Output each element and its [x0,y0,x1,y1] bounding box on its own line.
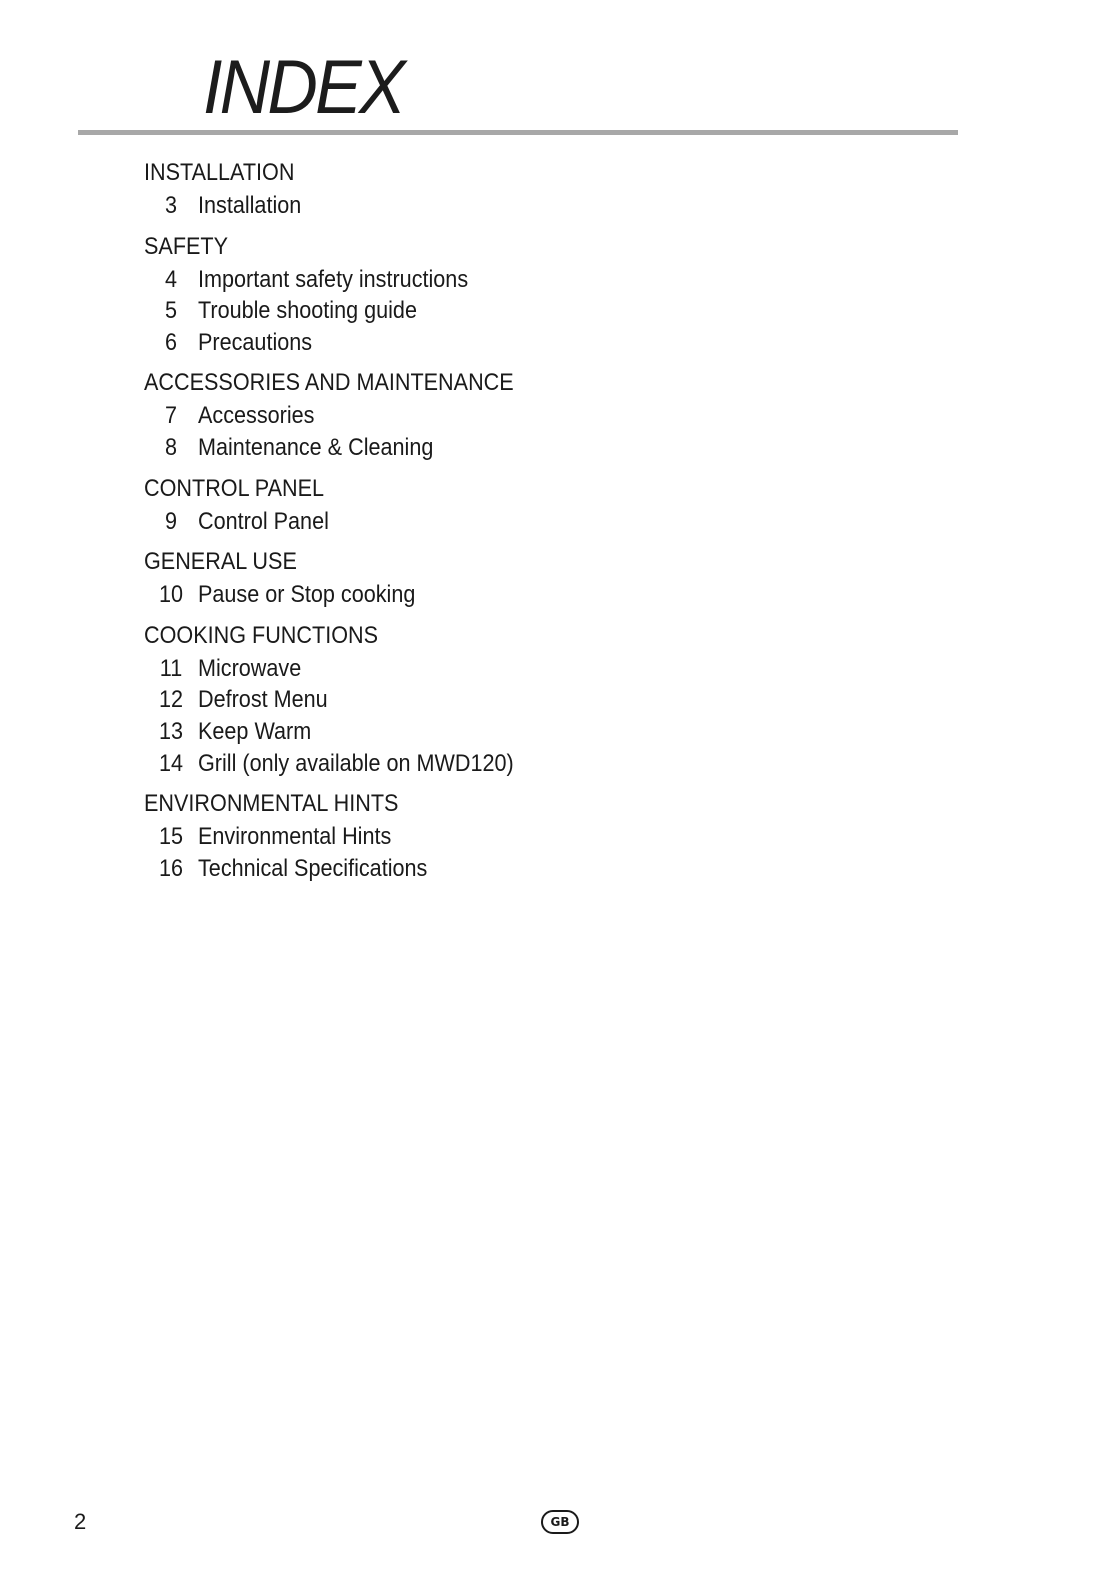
toc-page-number: 4 [164,265,178,293]
toc-page-number: 13 [158,717,184,745]
toc-entry-label: Grill (only available on MWD120) [198,749,514,777]
section-heading: SAFETY [144,232,229,260]
page-number: 2 [74,1509,87,1534]
toc-entry-label: Important safety instructions [198,265,469,293]
toc-entry-label: Trouble shooting guide [198,297,417,325]
toc-section [144,547,844,611]
toc-section [144,789,844,884]
toc-page-number: 16 [158,854,184,882]
language-badge-icon: GB [541,1510,579,1534]
toc-page-number: 12 [158,686,184,714]
toc-entry-label: Maintenance & Cleaning [198,433,434,461]
toc-entry [144,400,774,432]
toc-entry-label: Keep Warm [198,717,312,745]
toc-entry [144,653,774,685]
toc-entry [144,432,774,464]
section-heading: GENERAL USE [144,548,297,576]
toc-entry [144,506,774,538]
toc-entry-label: Accessories [198,402,315,430]
section-heading: ACCESSORIES AND MAINTENANCE [144,369,514,397]
toc-entry-label: Environmental Hints [198,823,392,851]
toc-entry-label: Control Panel [198,507,329,535]
toc-entry [144,190,774,222]
toc-page-number: 7 [164,402,178,430]
toc-page-number: 5 [164,297,178,325]
toc-entry-label: Pause or Stop cooking [198,581,416,609]
toc-entry [144,684,774,716]
section-heading: CONTROL PANEL [144,474,325,502]
section-heading: COOKING FUNCTIONS [144,621,379,649]
toc-page-number: 10 [158,581,184,609]
toc-section [144,621,844,779]
toc-entry-label: Precautions [198,328,313,356]
toc-entry [144,327,774,359]
toc-page-number: 6 [164,328,178,356]
toc-page-number: 11 [159,654,183,682]
toc-entry [144,748,774,780]
toc-entry [144,579,774,611]
toc-section [144,158,844,222]
toc-section [144,474,844,538]
toc-entry [144,853,774,885]
toc-entry [144,264,774,296]
toc-section [144,368,844,463]
section-heading: ENVIRONMENTAL HINTS [144,790,399,818]
toc-entry-label: Microwave [198,654,302,682]
section-heading: INSTALLATION [144,159,295,186]
page-title: INDEX [203,45,403,130]
table-of-contents [144,158,844,894]
toc-page-number: 8 [164,433,178,461]
title-divider [78,130,958,135]
toc-page-number: 9 [164,507,178,535]
toc-section [144,232,844,359]
toc-entry [144,295,774,327]
toc-entry [144,716,774,748]
toc-page-number: 14 [158,749,184,777]
toc-page-number: 3 [164,192,178,219]
toc-entry-label: Technical Specifications [198,854,428,882]
toc-page-number: 15 [158,823,184,851]
toc-entry-label: Installation [198,192,302,219]
toc-entry-label: Defrost Menu [198,686,328,714]
toc-entry [144,821,774,853]
